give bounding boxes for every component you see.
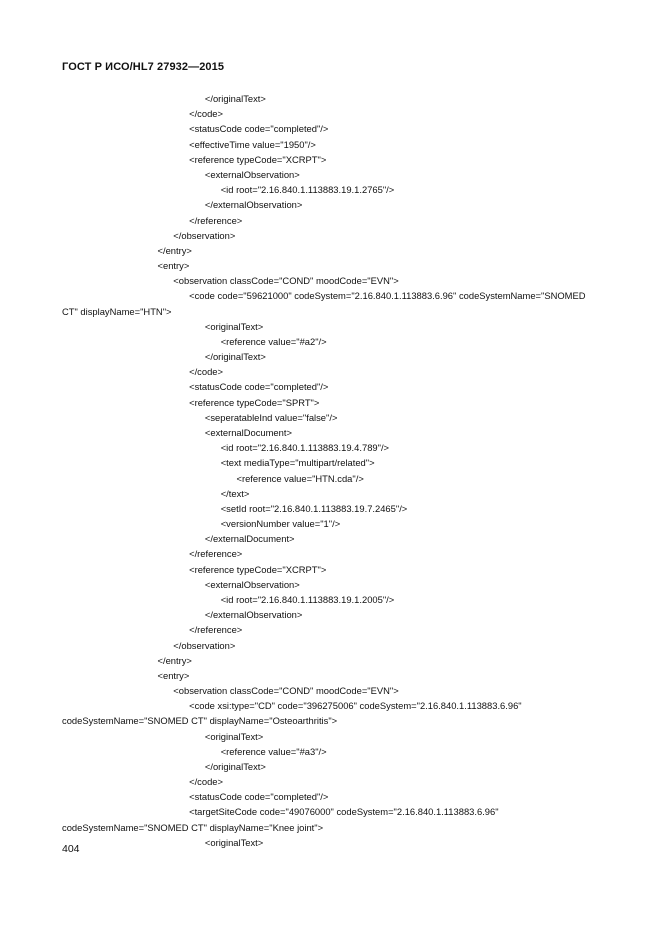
xml-code-line: [62, 759, 622, 774]
xml-code-line: [62, 607, 622, 622]
xml-code-line-continuation: CT" displayName="HTN">: [62, 305, 172, 317]
xml-code-line-text: <effectiveTime value="1950"/>: [189, 138, 316, 150]
xml-code-line-text: </reference>: [189, 548, 243, 560]
xml-code-line-text: </code>: [189, 776, 223, 788]
xml-code-line-text: <externalObservation>: [204, 168, 300, 180]
xml-code-line-text: <setId root="2.16.840.1.113883.19.7.2465"/>: [220, 502, 408, 514]
xml-code-line-text: </originalText>: [204, 93, 266, 104]
xml-code-line-text: </code>: [189, 108, 223, 120]
xml-code-line: [62, 395, 622, 410]
xml-code-line-text: <id root="2.16.840.1.113883.19.1.2005"/>: [220, 594, 395, 605]
xml-code-line: [62, 273, 622, 288]
xml-code-line: [62, 182, 622, 197]
xml-code-line: [62, 698, 622, 728]
xml-code-line-text: <reference value="#a3"/>: [220, 745, 327, 757]
xml-code-line: [62, 592, 622, 607]
xml-code-line-text: <id root="2.16.840.1.113883.19.1.2765"/>: [220, 184, 395, 196]
xml-code-line: [62, 516, 622, 531]
xml-code-line: [62, 243, 622, 258]
xml-code-line-text: <targetSiteCode code="49076000" codeSystem="2.16.840.1.113883.6.96": [189, 806, 499, 818]
xml-code-line-text: <reference typeCode="XCRPT">: [189, 153, 327, 165]
xml-code-line: [62, 638, 622, 653]
xml-code-line-text: <observation classCode="COND" moodCode="EVN">: [173, 685, 399, 697]
xml-code-line-text: <reference value="HTN.cda"/>: [236, 472, 364, 484]
xml-code-line: [62, 729, 622, 744]
xml-code-line-text: </externalObservation>: [204, 199, 303, 211]
xml-code-line: [62, 835, 622, 850]
xml-code-line-text: <statusCode code="completed"/>: [189, 381, 329, 393]
xml-code-listing: [62, 91, 622, 850]
xml-code-line: [62, 562, 622, 577]
xml-code-line-text: </externalObservation>: [204, 609, 303, 621]
xml-code-line: [62, 546, 622, 561]
xml-code-line-text: <reference typeCode="SPRT">: [189, 396, 320, 408]
xml-code-line: [62, 106, 622, 121]
xml-code-line-text: </code>: [189, 366, 223, 378]
xml-code-line-continuation: codeSystemName="SNOMED CT" displayName="Osteoarthritis">: [62, 715, 338, 727]
xml-code-line-text: <seperatableInd value="false"/>: [204, 411, 338, 423]
xml-code-line: [62, 789, 622, 804]
xml-code-line: [62, 364, 622, 379]
xml-code-line: [62, 622, 622, 637]
xml-code-line: [62, 774, 622, 789]
xml-code-line-text: </reference>: [189, 214, 243, 226]
xml-code-line-continuation: codeSystemName="SNOMED CT" displayName="Knee joint">: [62, 821, 324, 833]
xml-code-line-text: </reference>: [189, 624, 243, 636]
xml-code-line-text: <observation classCode="COND" moodCode="EVN">: [173, 275, 399, 287]
xml-code-line: [62, 653, 622, 668]
page-number: 404: [62, 843, 80, 855]
xml-code-line-text: <reference value="#a2"/>: [220, 335, 327, 347]
xml-code-line: [62, 501, 622, 516]
xml-code-line-text: <originalText>: [204, 730, 264, 742]
xml-code-line-text: </observation>: [173, 639, 236, 651]
xml-code-line-text: <entry>: [157, 669, 190, 681]
xml-code-line-text: </entry>: [157, 244, 192, 256]
xml-code-line: [62, 531, 622, 546]
xml-code-line: [62, 334, 622, 349]
xml-code-line-text: </text>: [220, 487, 250, 499]
xml-code-line-text: <text mediaType="multipart/related">: [220, 457, 375, 469]
xml-code-line-text: <externalDocument>: [204, 426, 292, 438]
xml-code-line: [62, 440, 622, 455]
xml-code-line-text: <originalText>: [204, 836, 264, 848]
xml-code-line-text: </observation>: [173, 229, 236, 241]
xml-code-line: [62, 349, 622, 364]
xml-code-line: [62, 471, 622, 486]
page-header: ГОСТ Р ИСО/HL7 27932—2015: [62, 61, 225, 73]
xml-code-line-text: <code code="59621000" codeSystem="2.16.840.1.113883.6.96" codeSystemName="SNOMED: [189, 290, 586, 302]
xml-code-line: [62, 683, 622, 698]
xml-code-line-text: <externalObservation>: [204, 578, 300, 590]
xml-code-line: [62, 152, 622, 167]
xml-code-line: [62, 744, 622, 759]
xml-code-line-text: <code xsi:type="CD" code="396275006" codeSystem="2.16.840.1.113883.6.96": [189, 700, 522, 712]
xml-code-line: [62, 258, 622, 273]
xml-code-line-text: </originalText>: [204, 760, 266, 772]
xml-code-line-text: <originalText>: [204, 320, 264, 332]
xml-code-line: [62, 455, 622, 470]
xml-code-line: [62, 288, 622, 318]
xml-code-line-text: <entry>: [157, 260, 190, 272]
xml-code-line: [62, 425, 622, 440]
xml-code-line-text: </originalText>: [204, 351, 266, 362]
xml-code-line: [62, 486, 622, 501]
xml-code-line: [62, 197, 622, 212]
xml-code-line-text: <id root="2.16.840.1.113883.19.4.789"/>: [220, 442, 390, 454]
xml-code-line: [62, 91, 622, 106]
xml-code-line: [62, 167, 622, 182]
xml-code-line-text: <statusCode code="completed"/>: [189, 123, 329, 135]
xml-code-line: [62, 319, 622, 334]
xml-code-line-text: <versionNumber value="1"/>: [220, 518, 341, 530]
xml-code-line-text: <reference typeCode="XCRPT">: [189, 563, 327, 575]
xml-code-line: [62, 410, 622, 425]
xml-code-line: [62, 228, 622, 243]
xml-code-line-text: </externalDocument>: [204, 533, 295, 545]
xml-code-line-text: </entry>: [157, 654, 192, 666]
xml-code-line: [62, 137, 622, 152]
xml-code-line: [62, 668, 622, 683]
xml-code-line: [62, 213, 622, 228]
xml-code-line: [62, 121, 622, 136]
xml-code-line-text: <statusCode code="completed"/>: [189, 791, 329, 803]
xml-code-line: [62, 379, 622, 394]
xml-code-line: [62, 804, 622, 834]
xml-code-line: [62, 577, 622, 592]
